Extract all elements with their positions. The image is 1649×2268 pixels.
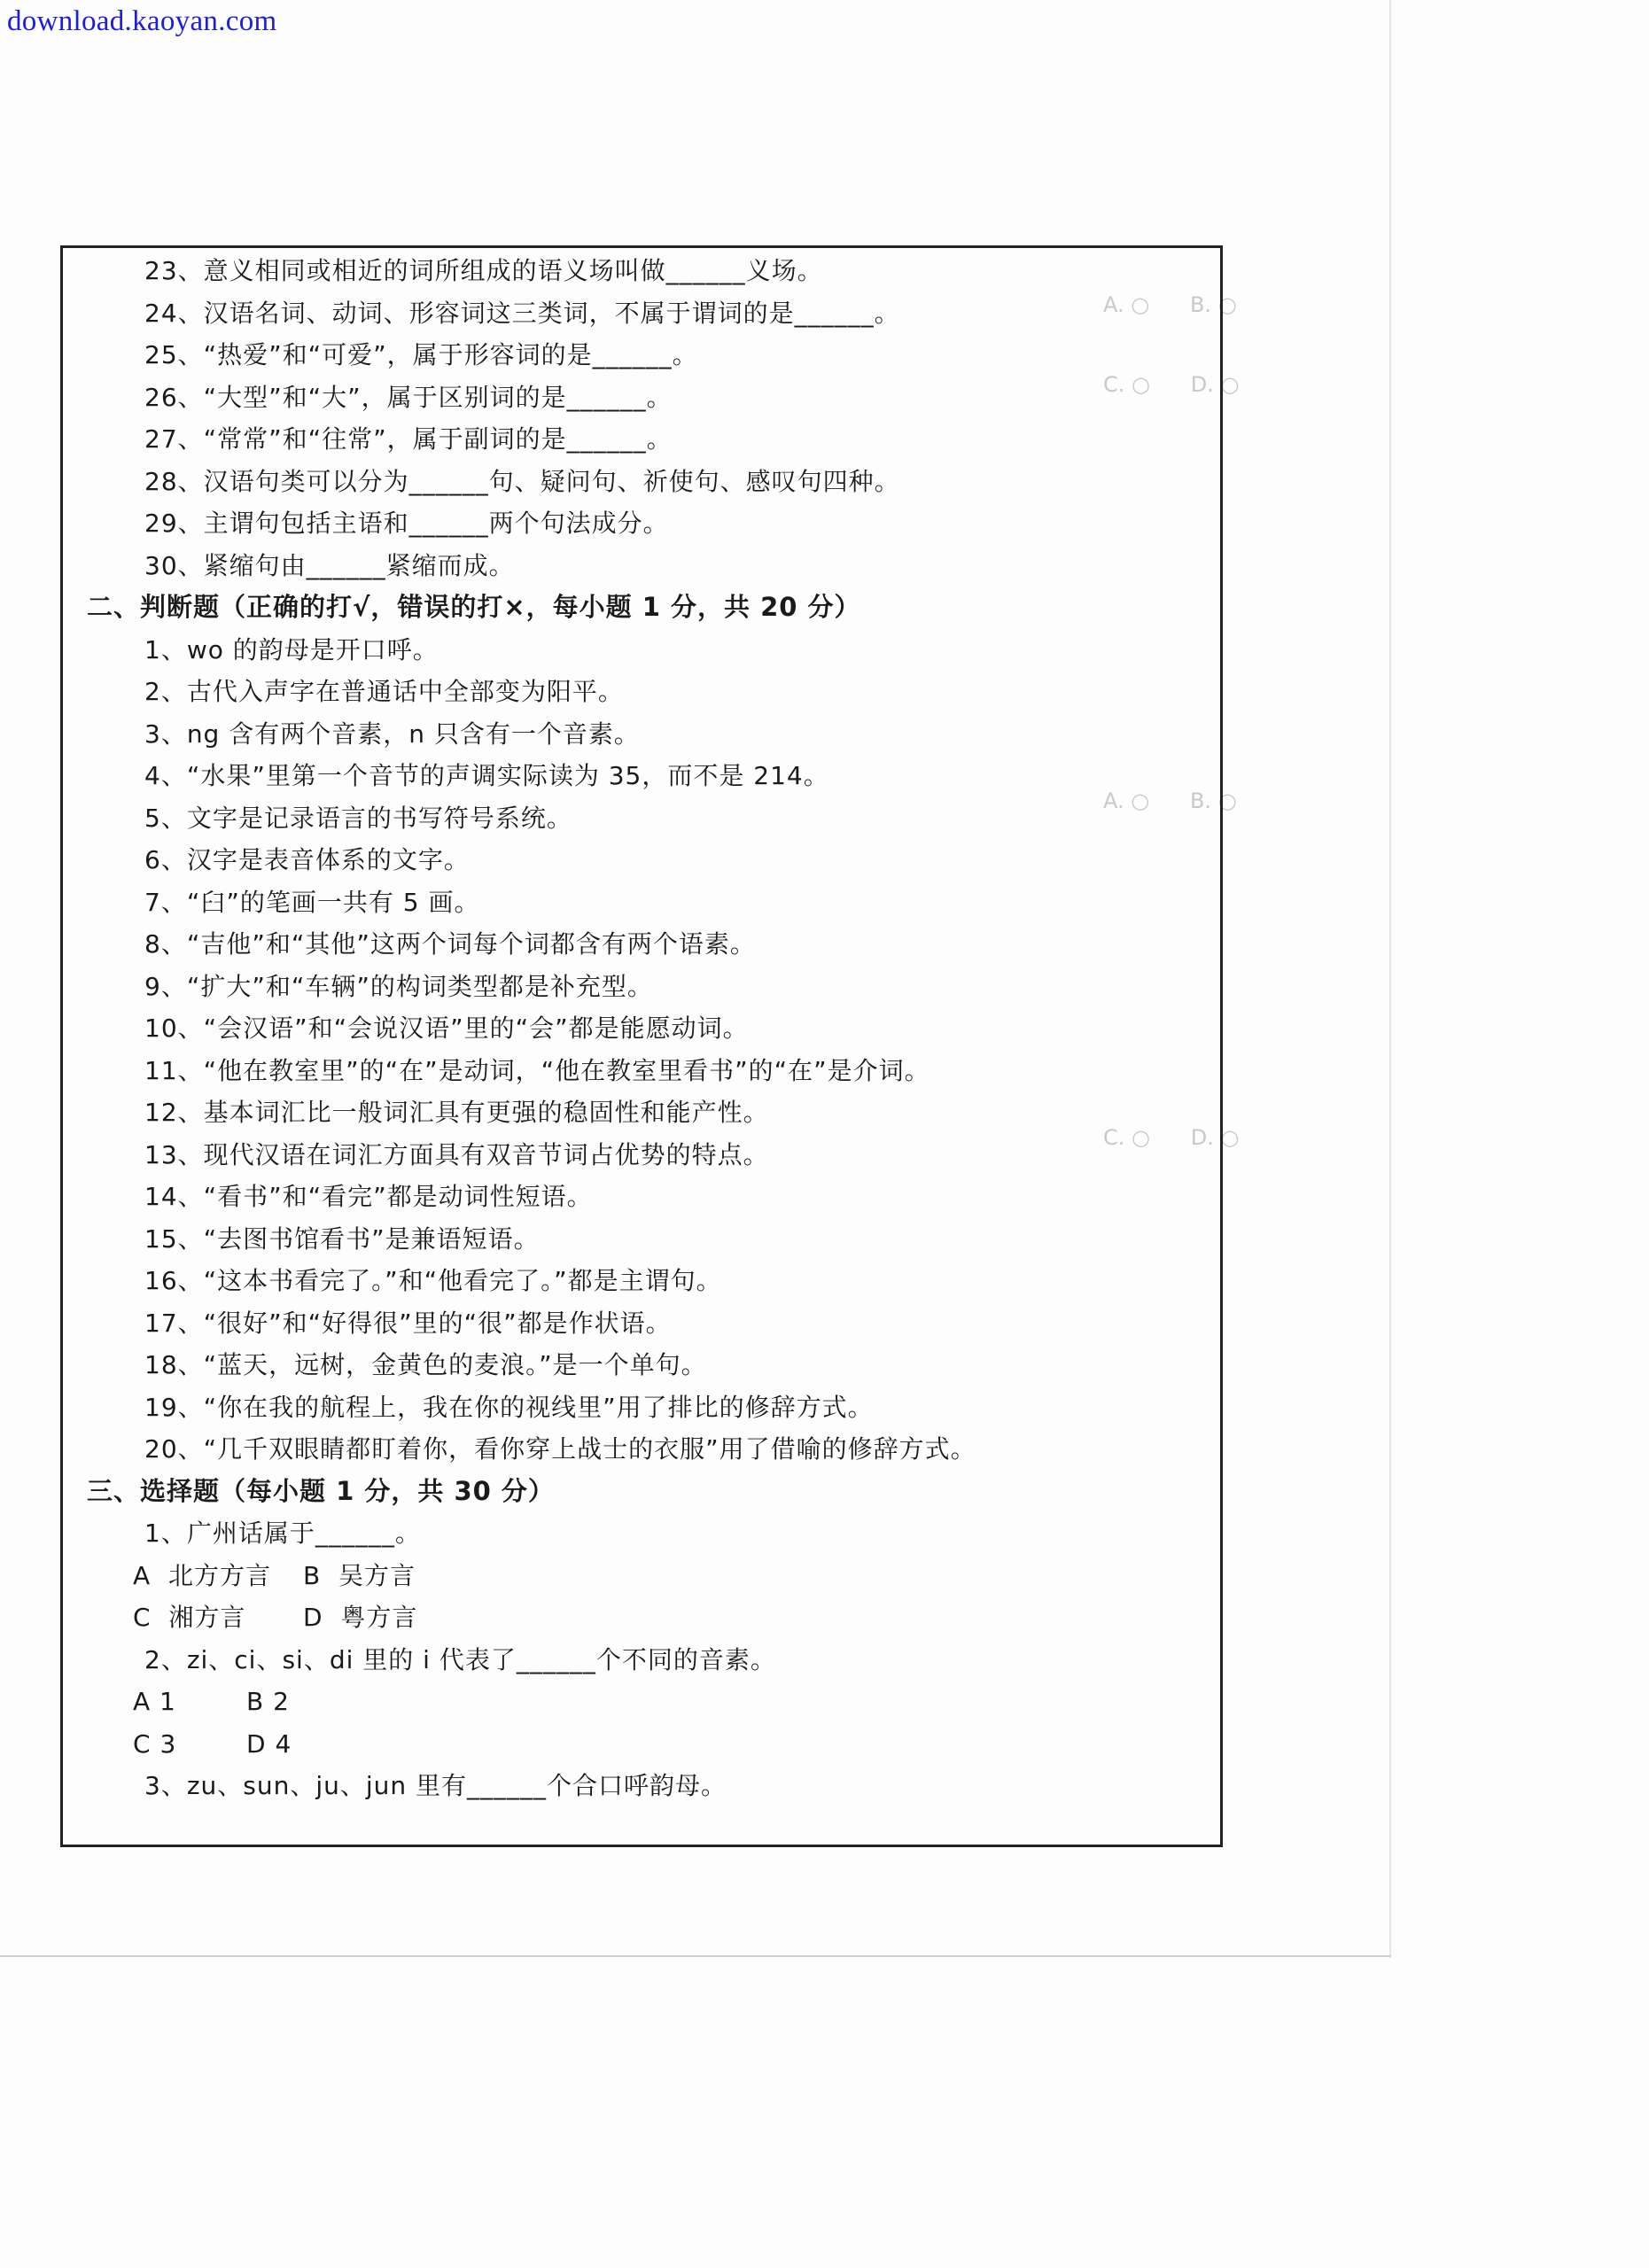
judgement-item: 14、“看书”和“看完”都是动词性短语。 bbox=[144, 1182, 593, 1211]
choice-option: C 3 bbox=[133, 1728, 177, 1759]
section-heading-choice: 三、选择题（每小题 1 分，共 30 分） bbox=[87, 1475, 555, 1506]
bleed-through-mark: C. ○ D. ○ bbox=[1103, 372, 1240, 397]
choice-option-row bbox=[60, 1723, 1223, 1766]
judgement-item: 16、“这本书看完了。”和“他看完了。”都是主谓句。 bbox=[144, 1266, 722, 1295]
judgement-item: 5、文字是记录语言的书写符号系统。 bbox=[144, 803, 572, 833]
fill-item: 24、汉语名词、动词、形容词这三类词，不属于谓词的是______。 bbox=[144, 298, 900, 328]
judgement-item: 13、现代汉语在词汇方面具有双音节词占优势的特点。 bbox=[144, 1139, 769, 1169]
judgement-item: 7、“臼”的笔画一共有 5 画。 bbox=[144, 887, 480, 917]
judgement-item: 18、“蓝天，远树，金黄色的麦浪。”是一个单句。 bbox=[144, 1350, 707, 1379]
judgement-item: 15、“去图书馆看书”是兼语短语。 bbox=[144, 1223, 540, 1254]
choice-option: C 湘方言 bbox=[133, 1603, 246, 1632]
judgement-item: 17、“很好”和“好得很”里的“很”都是作状语。 bbox=[144, 1308, 672, 1338]
judgement-item: 8、“吉他”和“其他”这两个词每个词都含有两个语素。 bbox=[144, 929, 756, 959]
choice-option-row bbox=[60, 1555, 1223, 1597]
fill-item: 26、“大型”和“大”，属于区别词的是______。 bbox=[144, 382, 673, 412]
choice-option: B 吴方言 bbox=[303, 1560, 416, 1590]
section-heading-judgement: 二、判断题（正确的打√，错误的打×，每小题 1 分，共 20 分） bbox=[87, 592, 861, 622]
page-bottom-edge bbox=[0, 1955, 1391, 1957]
judgement-item: 1、wo 的韵母是开口呼。 bbox=[144, 634, 439, 664]
fill-item: 25、“热爱”和“可爱”，属于形容词的是______。 bbox=[144, 340, 698, 369]
judgement-item: 19、“你在我的航程上，我在你的视线里”用了排比的修辞方式。 bbox=[144, 1392, 874, 1422]
choice-question-stem: 1、广州话属于______。 bbox=[144, 1518, 421, 1548]
judgement-item: 2、古代入声字在普通话中全部变为阳平。 bbox=[144, 677, 624, 706]
fill-item: 29、主谓句包括主语和______两个句法成分。 bbox=[144, 509, 669, 538]
bleed-through-mark: A. ○ B. ○ bbox=[1103, 788, 1237, 813]
choice-option: A 北方方言 bbox=[133, 1560, 271, 1590]
judgement-item: 4、“水果”里第一个音节的声调实际读为 35，而不是 214。 bbox=[144, 761, 829, 790]
watermark: download.kaoyan.com bbox=[7, 5, 277, 37]
judgement-item: 10、“会汉语”和“会说汉语”里的“会”都是能愿动词。 bbox=[144, 1014, 749, 1043]
fill-item: 30、紧缩句由______紧缩而成。 bbox=[144, 550, 515, 580]
judgement-item: 3、ng 含有两个音素，n 只含有一个音素。 bbox=[144, 718, 640, 749]
choice-option: D 4 bbox=[246, 1728, 292, 1759]
judgement-item: 11、“他在教室里”的“在”是动词，“他在教室里看书”的“在”是介词。 bbox=[144, 1055, 930, 1085]
judgement-item: 20、“几千双眼睛都盯着你，看你穿上战士的衣服”用了借喻的修辞方式。 bbox=[144, 1434, 976, 1464]
choice-question-stem: 2、zi、ci、si、di 里的 i 代表了______个不同的音素。 bbox=[144, 1644, 776, 1674]
fill-item: 23、意义相同或相近的词所组成的语义场叫做______义场。 bbox=[144, 256, 823, 285]
fill-item: 28、汉语句类可以分为______句、疑问句、祈使句、感叹句四种。 bbox=[144, 466, 900, 496]
bleed-through-mark: A. ○ B. ○ bbox=[1103, 292, 1237, 317]
bleed-through-mark: C. ○ D. ○ bbox=[1103, 1125, 1240, 1150]
choice-option: A 1 bbox=[133, 1687, 176, 1716]
choice-question-stem: 3、zu、sun、ju、jun 里有______个合口呼韵母。 bbox=[144, 1771, 727, 1800]
exam-content bbox=[60, 250, 1223, 1807]
judgement-item: 9、“扩大”和“车辆”的构词类型都是补充型。 bbox=[144, 971, 653, 1001]
choice-option-row bbox=[60, 1596, 1223, 1639]
judgement-item: 6、汉字是表音体系的文字。 bbox=[144, 845, 470, 874]
fill-item: 27、“常常”和“往常”，属于副词的是______。 bbox=[144, 424, 673, 454]
choice-option: D 粤方言 bbox=[303, 1603, 418, 1632]
choice-option-row bbox=[60, 1681, 1223, 1723]
choice-option: B 2 bbox=[246, 1687, 290, 1716]
page-edge bbox=[1389, 0, 1391, 1958]
judgement-item: 12、基本词汇比一般词汇具有更强的稳固性和能产性。 bbox=[144, 1098, 769, 1127]
